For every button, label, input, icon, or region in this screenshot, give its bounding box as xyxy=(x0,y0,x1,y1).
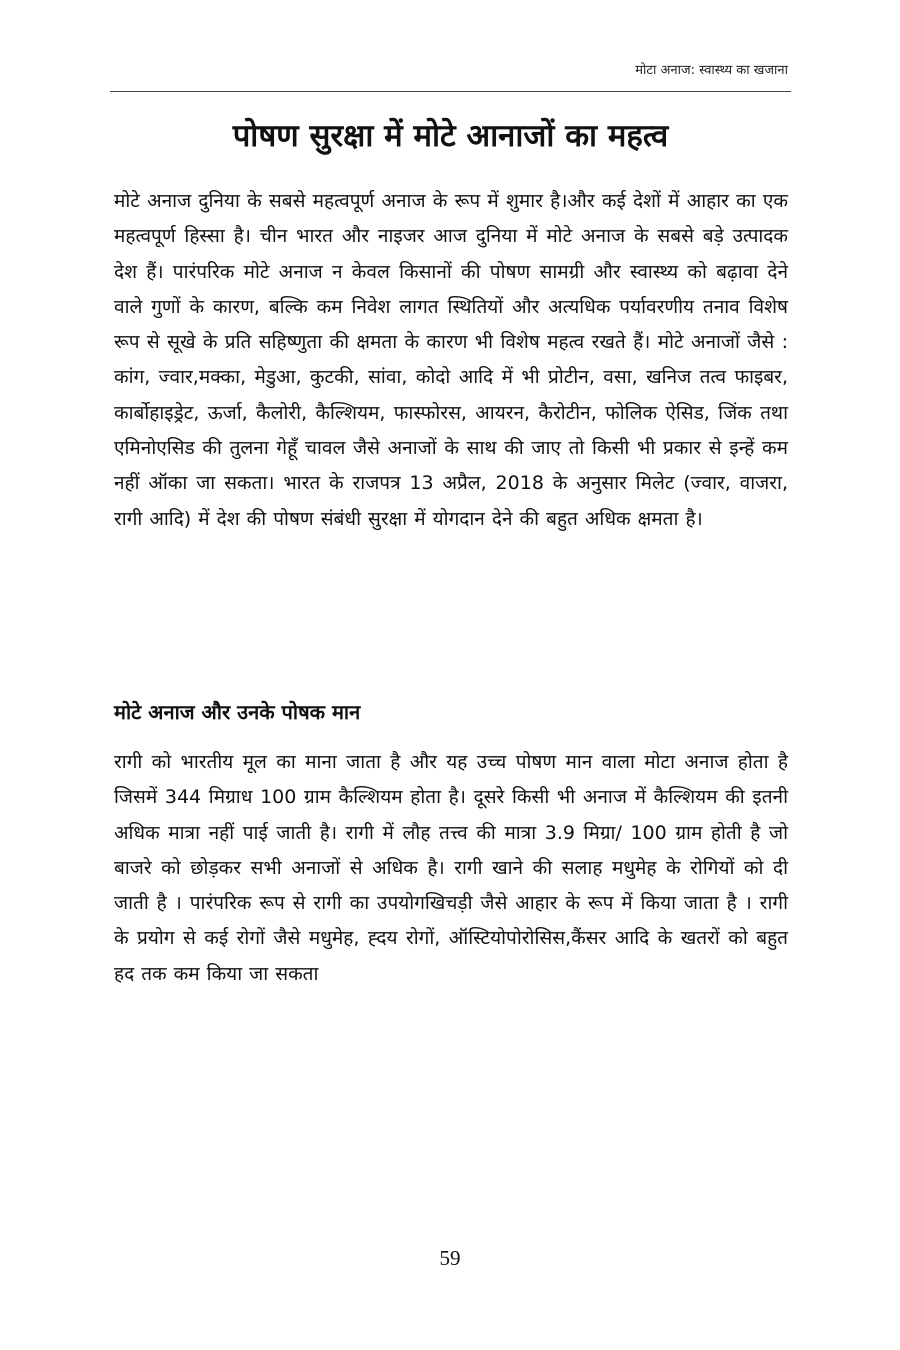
body-paragraph-2: रागी को भारतीय मूल का माना जाता है और यह उच्च पोषण मान वाला मोटा अनाज होता है जिसमें 344 मिग्राध 100 ग्राम कैल्शियम होता है। दूसरे किसी भी अनाज में कैल्शियम की इतनी अधिक मात्रा नहीं पाई जाती है। रागी में लौह तत्त्व की मात्रा 3.9 मिग्रा/ 100 ग्राम होती है जो बाजरे को छोड़कर सभी अनाजों से अधिक है। रागी खाने की सलाह मधुमेह के रोगियों को दी जाती है । पारंपरिक रूप से रागी का उपयोगखिचड़ी जैसे आहार के रूप में किया जाता है । रागी के प्रयोग से कई रोगों जैसे मधुमेह, ह्दय रोगों, ऑस्टियोपोरोसिस,कैंसर आदि के खतरों को बहुत हद तक कम किया जा सकता xyxy=(114,751,788,985)
body-paragraph-1: मोटे अनाज दुनिया के सबसे महत्वपूर्ण अनाज के रूप में शुमार है।और कई देशों में आहार का एक महत्वपूर्ण हिस्सा है। चीन भारत और नाइजर आज दुनिया में मोटे अनाज के सबसे बड़े उत्पादक देश हैं। पारंपरिक मोटे अनाज न केवल किसानों की पोषण सामग्री और स्वास्थ्य को बढ़ावा देने वाले गुणों के कारण, बल्कि कम निवेश लागत स्थितियों और अत्यधिक पर्यावरणीय तनाव विशेष रूप से सूखे के प्रति सहिष्णुता की क्षमता के कारण भी विशेष महत्व रखते हैं। मोटे अनाजों जैसे : कांग, ज्वार,मक्का, मेडुआ, कुटकी, सांवा, कोदो आदि में भी प्रोटीन, वसा, खनिज तत्व फाइबर, कार्बोहाइड्रेट, ऊर्जा, कैलोरी, कैल्शियम, फास्फोरस, आयरन, कैरोटीन, फोलिक ऐसिड, जिंक तथा एमिनोएसिड की तुलना गेहूँ चावल जैसे अनाजों के साथ की जाए तो किसी भी प्रकार से इन्हें कम नहीं ऑका जा सकता। भारत के राजपत्र 13 अप्रैल, 2018 के अनुसार मिलेट (ज्वार, वाजरा, रागी आदि) में देश की पोषण संबंधी सुरक्षा में योगदान देने की बहुत अधिक क्षमता है। xyxy=(114,190,788,530)
section-heading: मोटे अनाज और उनके पोषक मान xyxy=(114,700,361,724)
header-divider xyxy=(110,91,791,92)
page-number: 59 xyxy=(439,1246,461,1270)
running-header: मोटा अनाज: स्वास्थ्य का खजाना xyxy=(635,63,788,78)
chapter-title: पोषण सुरक्षा में मोटे आनाजों का महत्व xyxy=(232,118,669,154)
